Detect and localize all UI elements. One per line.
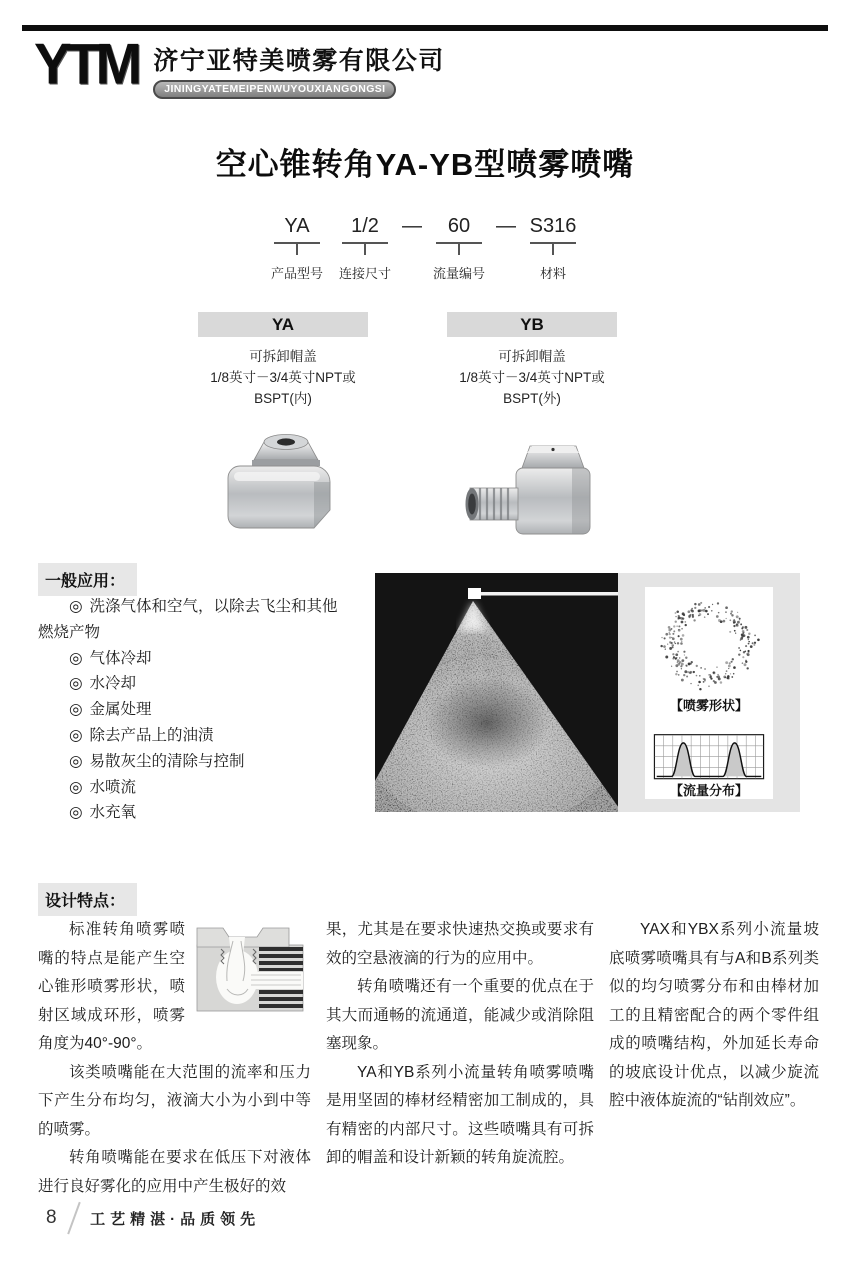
paragraph: 该类喷嘴能在大范围的流率和压力下产生分布均匀，液滴大小为小到中等的喷雾。 [38,1063,311,1138]
product-code-diagram [0,213,850,282]
yb-nozzle-photo [458,440,606,545]
paragraph: 标准转角喷雾喷嘴的特点是能产生空心锥形喷雾形状，喷射区域成环形，喷雾角度为40°-90°。 [38,921,185,1052]
bullet-icon: ◎ [69,752,83,770]
list-item: ◎ 除去产品上的油渍 [69,726,214,744]
spray-photo [375,573,618,812]
bracket [342,242,388,256]
list-item: ◎ 水冷却 [69,675,137,693]
footer [46,1198,260,1238]
code-value: S316 [529,215,577,237]
code-value: YA [284,215,310,237]
spray-shape-ring [647,593,771,696]
bracket [436,242,482,256]
code-segment-material [522,213,584,282]
variant-yb-description [447,346,617,409]
paragraph: YAX和YBX系列小流量坡底喷雾喷嘴具有与A和B系列类似的均匀喷雾分布和由棒材加工的且精密配合的两个零件组成的喷嘴结构，外加延长寿命的坡底设计优点，以减少旋流腔中液体旋流的“钻削效应”。 [609,921,819,1109]
page-title: 空心锥转角YA-YB型喷雾喷嘴 [215,147,635,182]
company-pinyin-badge: JININGYATEMEIPENWUYOUXIANGONGSI [153,80,396,99]
code-value: 1/2 [351,215,379,237]
variant-ya-description [198,346,368,409]
flow-distribution-label: 【流量分布】 [669,782,748,798]
spray-info-card [645,587,773,799]
ytm-logo: YTM [34,31,138,96]
company-name: 济宁亚特美喷雾有限公司 [153,47,445,75]
list-item: ◎ 水充氧 [69,804,137,822]
variant-line: BSPT(内) [254,391,312,406]
bracket [274,242,320,256]
code-label: 材料 [539,266,566,281]
variant-yb [447,312,617,409]
top-rule [22,25,828,31]
bracket [530,242,576,256]
variant-line: 可拆卸帽盖 [498,349,566,364]
paragraph: 转角喷嘴还有一个重要的优点在于其大而通畅的流通道，能减少或消除阻塞现象。 [326,978,594,1052]
paragraph: 果，尤其是在要求快速热交换或要求有效的空悬液滴的行为的应用中。 [326,921,594,967]
list-item: ◎ 水喷流 [69,778,137,796]
bullet-icon: ◎ [69,804,83,822]
code-segment-size [334,213,396,282]
nozzle-cross-section-image [193,919,311,1017]
design-column-3 [609,916,819,1201]
list-item: ◎ 洗涤气体和空气，以除去飞尘和其他燃烧产物 [38,598,338,641]
flow-distribution-chart [653,734,765,779]
header [34,31,445,99]
variant-line: BSPT(外) [503,391,561,406]
list-item: ◎ 易散灰尘的清除与控制 [69,752,245,770]
bullet-icon: ◎ [69,675,83,693]
applications-list [38,594,338,826]
design-heading: 设计特点： [38,883,137,916]
footer-tagline: 工艺精湛·品质领先 [90,1210,261,1228]
bullet-icon: ◎ [69,778,83,796]
code-segment-model [266,213,328,282]
footer-slash-divider [67,1202,80,1234]
paragraph: YA和YB系列小流量转角喷雾喷嘴是用坚固的棒材经精密加工制成的，具有精密的内部尺寸。这些喷嘴具有可拆卸的帽盖和设计新颖的转角旋流腔。 [326,1063,594,1166]
code-value: 60 [447,215,471,237]
bullet-icon: ◎ [69,726,83,744]
variant-ya [198,312,368,409]
code-label: 流量编号 [432,266,485,281]
bullet-icon: ◎ [69,649,83,667]
design-columns [38,916,819,1201]
variant-line: 1/8英寸－3/4英寸NPT或 [459,370,605,385]
variant-yb-header: YB [447,312,617,337]
code-label: 连接尺寸 [338,266,391,281]
code-label: 产品型号 [270,266,323,281]
variant-ya-header: YA [198,312,368,337]
code-segment-flow [428,213,490,282]
company-block [153,38,445,99]
list-item: ◎ 金属处理 [69,701,152,719]
design-column-1 [38,916,311,1201]
ya-nozzle-photo [224,426,346,546]
paragraph: 转角喷嘴能在要求在低压下对液体进行良好雾化的应用中产生极好的效 [38,1149,311,1195]
list-item: ◎ 气体冷却 [69,649,152,667]
variant-line: 1/8英寸－3/4英寸NPT或 [210,370,356,385]
bullet-icon: ◎ [69,598,83,615]
code-separator: — [496,215,516,237]
page-number: 8 [46,1207,57,1228]
applications-heading: 一般应用： [38,563,137,596]
design-column-2 [326,916,594,1201]
bullet-icon: ◎ [69,701,83,719]
spray-shape-label: 【喷雾形状】 [669,698,748,714]
variant-line: 可拆卸帽盖 [249,349,317,364]
spray-info-panel [618,573,800,812]
code-separator: — [402,215,422,237]
